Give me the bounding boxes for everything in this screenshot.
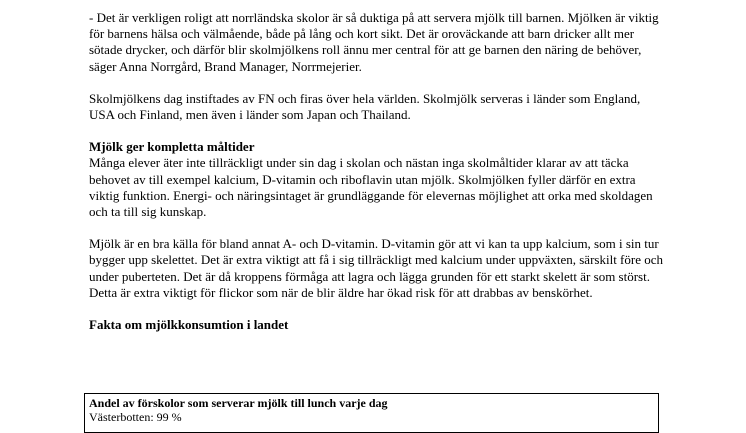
vitamins-paragraph: Mjölk är en bra källa för bland annat A- och D-vitamin. D-vitamin gör att vi kan ta upp kalcium, som i sin tur bygger upp skelettet. Det är extra viktigt att få i sig tillräckligt med kalcium under uppväxten, särskilt före och under puberteten. Det är då kroppens förmåga att lagra och lägga grunden för ett starkt skelett är som störst. Detta är extra viktigt för flickor som när de blir äldre har ökad risk för att drabbas av benskörhet. bbox=[89, 236, 663, 300]
quote-paragraph: - Det är verkligen roligt att norrländska skolor är så duktiga på att servera mjölk till barnen. Mjölken är viktig för barnens hälsa och välmående, både på lång och kort sikt. Det är oroväckande att barn dricker allt mer sötade drycker, och därför blir skolmjölkens roll ännu mer central för att ge barnen den näring de behöver, säger Anna Norrgård, Brand Manager, Norrmejerier. bbox=[89, 10, 659, 74]
school-milk-day-paragraph: Skolmjölkens dag instiftades av FN och firas över hela världen. Skolmjölk serveras i länder som England, USA och Finland, men även i länder som Japan och Thailand. bbox=[89, 90, 641, 123]
paragraph-gap bbox=[89, 301, 664, 317]
section-heading-complete-meals: Mjölk ger kompletta måltider bbox=[89, 139, 255, 155]
facts-table-title: Andel av förskolor som serverar mjölk till lunch varje dag bbox=[89, 396, 388, 410]
section-heading-facts: Fakta om mjölkkonsumtion i landet bbox=[89, 317, 289, 333]
facts-table-row: Västerbotten: 99 % bbox=[89, 410, 182, 424]
paragraph-gap bbox=[89, 220, 664, 236]
article-body bbox=[89, 10, 664, 333]
facts-table bbox=[84, 393, 659, 433]
paragraph-gap bbox=[89, 75, 664, 91]
complete-meals-paragraph: Många elever äter inte tillräckligt under sin dag i skolan och nästan inga skolmåltider klarar av att täcka behovet av till exempel kalcium, D-vitamin och riboflavin utan mjölk. Skolmjölken fyller därför en extra viktig funktion. Energi- och näringsintaget är grundläggande för elevernas möjlighet att orka med skoldagen och ta till sig kunskap. bbox=[89, 155, 653, 220]
paragraph-gap bbox=[89, 123, 664, 139]
